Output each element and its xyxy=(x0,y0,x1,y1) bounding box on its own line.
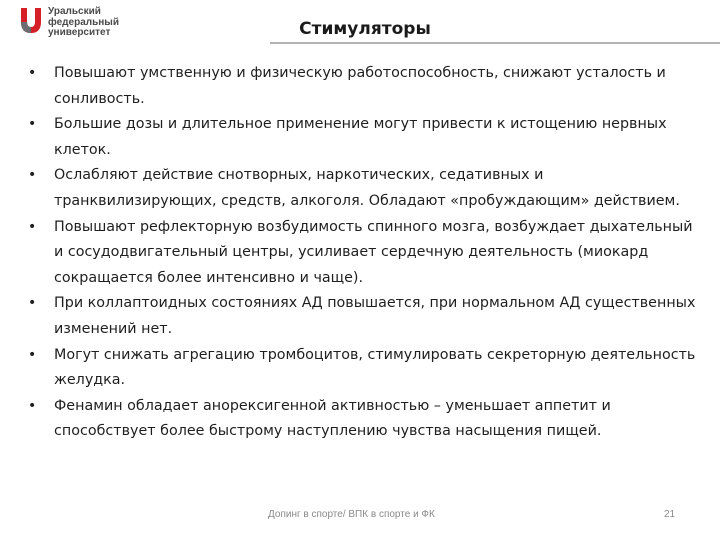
bullet-item xyxy=(26,61,698,112)
bullet-item xyxy=(26,291,698,342)
bullet-text: Повышают рефлекторную возбудимость спинного мозга, возбуждает дыхательный и сосудодвигательный центры, усиливает сердечную деятельность (миокард сокращается более интенсивно и чаще). xyxy=(54,218,693,286)
bullet-text: Повышают умственную и физическую работоспособность, снижают усталость и сонливость. xyxy=(54,65,666,107)
logo-line-2: федеральный xyxy=(48,16,119,28)
bullet-icon: • xyxy=(28,218,37,235)
title-divider xyxy=(270,42,720,44)
bullet-item xyxy=(26,215,698,292)
bullet-icon: • xyxy=(28,167,37,184)
page-number: 21 xyxy=(664,509,676,520)
bullet-icon: • xyxy=(28,397,37,414)
bullet-text: Большие дозы и длительное применение могут привести к истощению нервных клеток. xyxy=(54,116,667,158)
university-logo xyxy=(18,6,119,39)
bullet-item xyxy=(26,163,698,214)
bullet-text: При коллаптоидных состояниях АД повышается, при нормальном АД существенных изменений нет. xyxy=(54,295,696,337)
logo-line-1: Уральский xyxy=(48,6,101,17)
bullet-text: Ослабляют действие снотворных, наркотических, седативных и транквилизирующих, средств, алкоголя. Обладают «пробуждающим» действием. xyxy=(54,167,680,209)
bullet-icon: • xyxy=(28,295,37,312)
bullet-text: Могут снижать агрегацию тромбоцитов, стимулировать секреторную деятельность желудка. xyxy=(54,346,696,389)
bullet-icon: • xyxy=(28,65,37,81)
slide-title: Стимуляторы xyxy=(299,19,431,39)
bullet-list xyxy=(26,61,698,445)
bullet-icon: • xyxy=(28,346,37,363)
bullet-icon: • xyxy=(28,116,37,133)
logo-line-3: университет xyxy=(48,27,111,38)
bullet-item xyxy=(26,343,698,394)
footer-text: Допинг в спорте/ ВПК в спорте и ФК xyxy=(268,509,435,520)
bullet-text: Фенамин обладает анорексигенной активностью – уменьшает аппетит и способствует более быстрому наступлению чувства насыщения пищей. xyxy=(54,397,611,440)
urfu-logo-icon xyxy=(18,6,44,36)
bullet-item xyxy=(26,394,698,445)
bullet-item xyxy=(26,112,698,163)
